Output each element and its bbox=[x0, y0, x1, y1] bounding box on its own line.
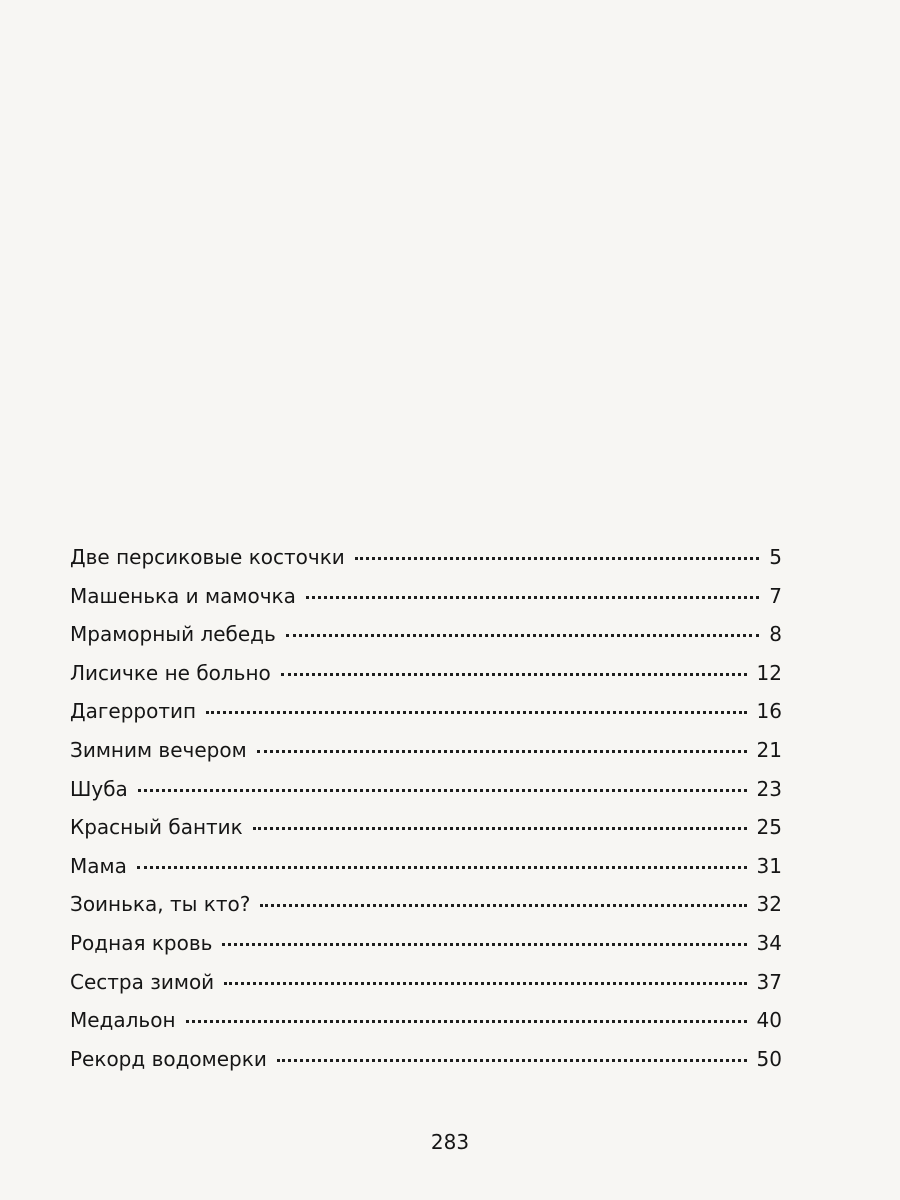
dot-leader bbox=[277, 1059, 747, 1062]
toc-entry-title: Шуба bbox=[70, 776, 128, 801]
toc-entry bbox=[70, 577, 782, 616]
toc-entry bbox=[70, 808, 782, 847]
toc-entry bbox=[70, 847, 782, 886]
toc-entry bbox=[70, 1040, 782, 1079]
toc-entry-page: 7 bbox=[769, 583, 782, 608]
dot-leader bbox=[206, 711, 747, 714]
toc-entry-title: Красный бантик bbox=[70, 815, 243, 840]
toc-entry-page: 25 bbox=[756, 815, 782, 840]
toc-entry bbox=[70, 770, 782, 809]
toc-entry-title: Лисичке не больно bbox=[70, 660, 271, 685]
toc-entry-page: 34 bbox=[756, 930, 782, 955]
toc-entry-title: Сестра зимой bbox=[70, 969, 215, 994]
dot-leader bbox=[224, 982, 746, 985]
toc-entry-title: Медальон bbox=[70, 1008, 176, 1033]
toc-entry-page: 31 bbox=[756, 853, 782, 878]
toc-entry-title: Две персиковые косточки bbox=[70, 545, 345, 569]
dot-leader bbox=[186, 1020, 747, 1023]
toc-entry bbox=[70, 731, 782, 770]
toc-entry-title: Зоинька, ты кто? bbox=[70, 892, 251, 917]
toc-entry bbox=[70, 654, 782, 693]
dot-leader bbox=[222, 943, 746, 946]
toc-entry-page: 8 bbox=[769, 622, 782, 647]
toc-entry-page: 50 bbox=[756, 1046, 782, 1071]
dot-leader bbox=[137, 866, 747, 869]
toc-entry-title: Мама bbox=[70, 853, 127, 878]
toc-entry-page: 32 bbox=[756, 892, 782, 917]
toc-entry-page: 21 bbox=[756, 737, 782, 762]
toc-entry-page: 5 bbox=[769, 545, 782, 569]
toc-entry bbox=[70, 924, 782, 963]
toc-entry-title: Мраморный лебедь bbox=[70, 622, 276, 647]
toc-entry-title: Зимним вечером bbox=[70, 737, 247, 762]
dot-leader bbox=[138, 789, 747, 792]
page-number: 283 bbox=[430, 1130, 470, 1154]
toc-entry-page: 16 bbox=[756, 699, 782, 724]
dot-leader bbox=[253, 827, 747, 830]
toc-entry-title: Рекорд водомерки bbox=[70, 1046, 267, 1071]
toc-entry-title: Дагерротип bbox=[70, 699, 197, 724]
toc-entry-title: Машенька и мамочка bbox=[70, 583, 296, 608]
toc-entry-page: 37 bbox=[756, 969, 782, 994]
toc-entry-page: 12 bbox=[756, 660, 782, 685]
toc-entry-title: Родная кровь bbox=[70, 930, 213, 955]
toc-entry bbox=[70, 538, 782, 577]
toc-entry bbox=[70, 1001, 782, 1040]
toc-entry-page: 40 bbox=[756, 1008, 782, 1033]
dot-leader bbox=[286, 634, 759, 637]
toc-entry-page: 23 bbox=[756, 776, 782, 801]
table-of-contents bbox=[70, 538, 782, 1078]
dot-leader bbox=[257, 750, 747, 753]
toc-entry bbox=[70, 692, 782, 731]
dot-leader bbox=[355, 557, 759, 560]
dot-leader bbox=[281, 673, 747, 676]
dot-leader bbox=[260, 904, 746, 907]
toc-entry bbox=[70, 885, 782, 924]
toc-entry bbox=[70, 963, 782, 1002]
dot-leader bbox=[306, 596, 759, 599]
toc-entry bbox=[70, 615, 782, 654]
